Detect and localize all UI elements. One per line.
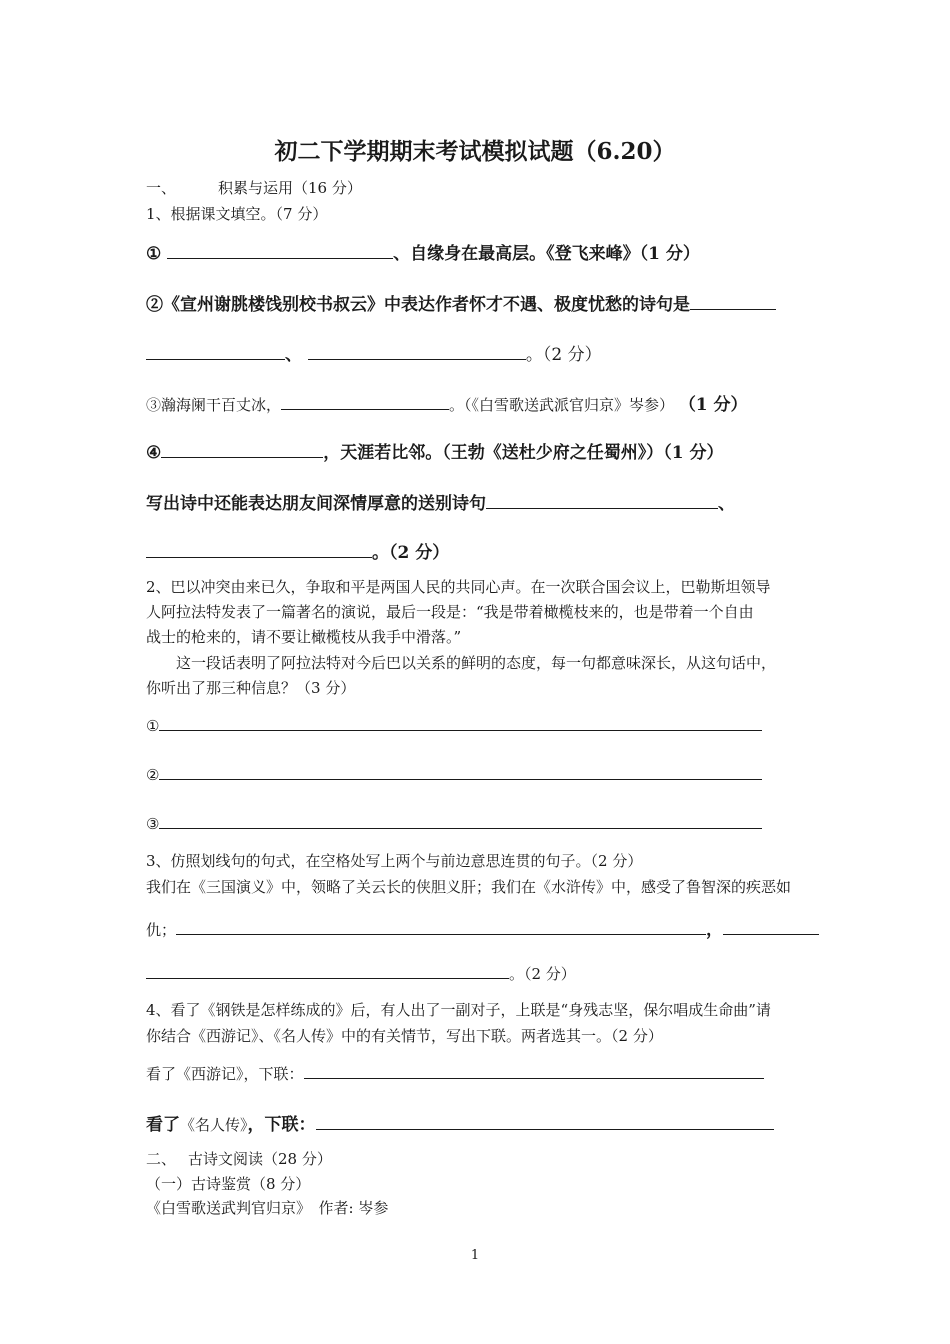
answer-blank[interactable]: [281, 393, 449, 410]
section-2-title: 古诗文阅读（28 分）: [188, 1150, 332, 1168]
section-2-subheading: （一）古诗鉴赏（8 分）: [146, 1175, 311, 1193]
book-title: 《名人传》: [180, 1116, 248, 1134]
item-text: ②《宣州谢朓楼饯别校书叔云》中表达作者怀才不遇、极度忧愁的诗句是: [146, 295, 690, 315]
page-title: 初二下学期期末考试模拟试题（6.20）: [274, 138, 676, 165]
q1-item-5: [146, 489, 735, 514]
q1-item-2: [146, 290, 776, 315]
item-text: 、自缘身在最高层。《登飞来峰》（1 分）: [393, 244, 700, 264]
answer-blank[interactable]: [316, 1113, 774, 1130]
item-text: 仇；: [146, 921, 177, 939]
q1-item-1: [146, 239, 700, 264]
separator: ，: [706, 920, 724, 940]
separator: 、: [285, 345, 302, 365]
item-number: ④: [146, 443, 162, 463]
item-number: ①: [146, 717, 160, 735]
section-2-number: 二、: [146, 1150, 177, 1168]
q1-item-3: [146, 390, 748, 415]
answer-blank[interactable]: [159, 763, 762, 780]
section-1-number: 一、: [146, 179, 177, 197]
answer-blank[interactable]: [308, 343, 526, 360]
section-1-title: 积累与运用（16 分）: [218, 179, 362, 197]
q2-line-4: 这一段话表明了阿拉法特对今后巴以关系的鲜明的态度，每一句都意味深长，从这句话中，: [176, 654, 777, 672]
separator: 、: [718, 494, 735, 514]
answer-blank[interactable]: [486, 492, 718, 509]
answer-blank[interactable]: [304, 1062, 764, 1079]
q2-answer-1: [146, 714, 762, 735]
q1-prompt: 1、根据课文填空。（7 分）: [146, 205, 328, 223]
q2-line-1: 2、巴以冲突由来已久，争取和平是两国人民的共同心声。在一次联合国会议上，巴勒斯坦领导: [146, 578, 771, 596]
poem-title-line: 《白雪歌送武判官归京》 作者: 岑参: [146, 1199, 389, 1217]
answer-blank[interactable]: [146, 962, 509, 979]
item-number: ③: [146, 815, 160, 833]
q4-line-1: 4、看了《钢铁是怎样练成的》后，有人出了一副对子，上联是“身残志坚，保尔唱成生命曲”请: [146, 1001, 771, 1019]
item-text: ③瀚海阑干百丈冰，: [146, 396, 282, 414]
answer-blank[interactable]: [690, 293, 776, 310]
q2-answer-3: [146, 812, 762, 833]
q1-item-5-continued: [146, 538, 449, 563]
q3-line-3: [146, 962, 576, 984]
q1-item-4: [146, 438, 724, 463]
item-number: ①: [146, 244, 162, 264]
answer-blank[interactable]: [159, 812, 762, 829]
score: 。（2 分）: [372, 543, 450, 563]
q4-option-1: [146, 1062, 764, 1084]
item-text: 看了《西游记》，下联：: [146, 1065, 304, 1083]
answer-blank[interactable]: [146, 343, 285, 360]
answer-blank[interactable]: [167, 242, 393, 259]
answer-blank[interactable]: [146, 541, 372, 558]
item-number: ②: [146, 766, 160, 784]
q3-line-2: [146, 915, 819, 940]
score: 。（2 分）: [525, 345, 602, 365]
score: 。（2 分）: [509, 965, 576, 983]
answer-blank[interactable]: [723, 918, 819, 935]
q2-line-5: 你听出了那三种信息？（3 分）: [146, 679, 356, 697]
answer-blank[interactable]: [161, 441, 323, 458]
item-text: 写出诗中还能表达朋友间深情厚意的送别诗句: [146, 494, 486, 514]
q2-line-3: 战士的枪来的，请不要让橄榄枝从我手中滑落。”: [146, 628, 462, 646]
score: （1 分）: [678, 395, 748, 415]
q4-option-2: [146, 1110, 774, 1135]
q3-prompt: 3、仿照划线句的句式，在空格处写上两个与前边意思连贯的句子。（2 分）: [146, 852, 643, 870]
q2-line-2: 人阿拉法特发表了一篇著名的演说，最后一段是：“我是带着橄榄枝来的，也是带着一个自由: [146, 603, 754, 621]
item-text: 看了: [146, 1115, 180, 1135]
answer-blank[interactable]: [176, 918, 706, 935]
item-text: ，下联：: [247, 1115, 316, 1135]
item-source: 。（《白雪歌送武派官归京》岑参）: [449, 396, 675, 414]
answer-blank[interactable]: [159, 714, 762, 731]
page-number: 1: [470, 1248, 480, 1263]
q2-answer-2: [146, 763, 762, 784]
item-text: ，天涯若比邻。（王勃《送杜少府之任蜀州》）（1 分）: [323, 443, 724, 463]
q4-line-2: 你结合《西游记》、《名人传》中的有关情节，写出下联。两者选其一。（2 分）: [146, 1027, 663, 1045]
q1-item-2-continued: [146, 340, 602, 365]
section-2-heading: [146, 1148, 332, 1169]
section-1-heading: [146, 177, 362, 198]
q3-line-1: 我们在《三国演义》中，领略了关云长的侠胆义肝；我们在《水浒传》中，感受了鲁智深的疾恶如: [146, 878, 792, 896]
